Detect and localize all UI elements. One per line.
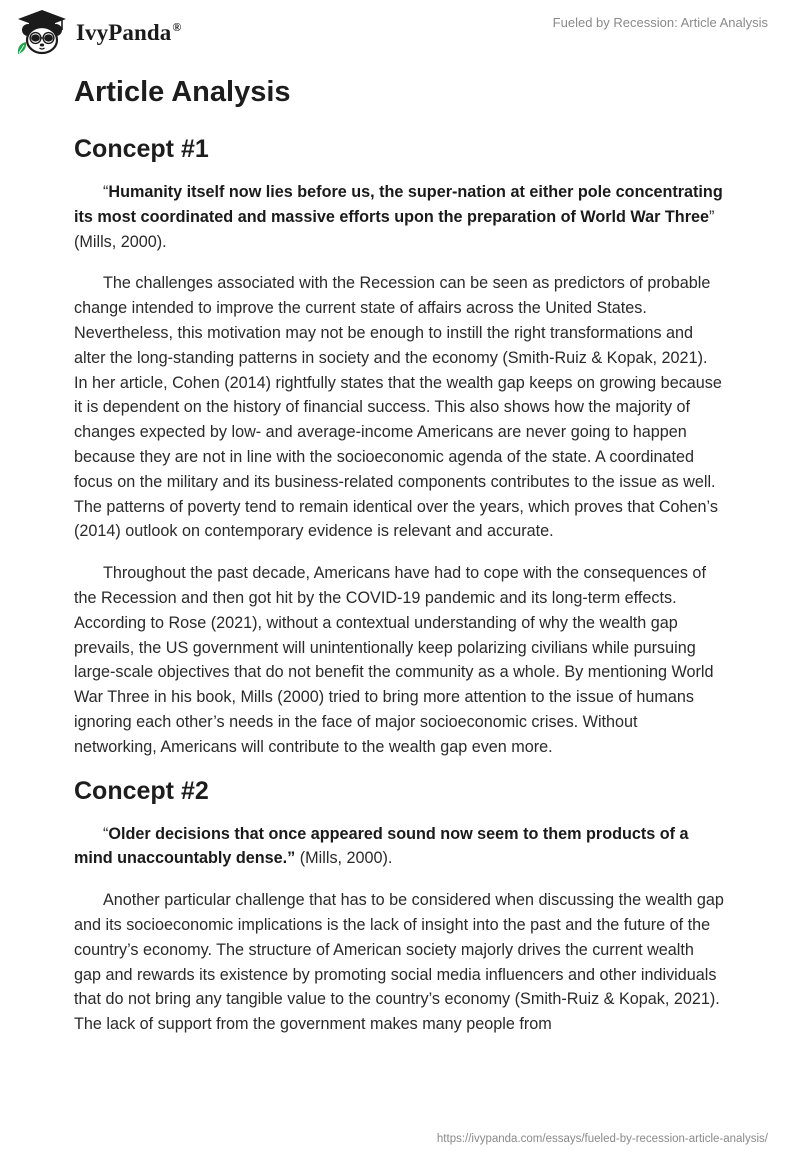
- concept-1-quote-bold: Humanity itself now lies before us, the super-nation at either pole concentrating its most coordinated and massive efforts upon the preparation of World War Three: [74, 183, 723, 226]
- concept-2-quote-bold: Older decisions that once appeared sound now seem to them products of a mind unaccountably dense.”: [74, 824, 689, 868]
- document-title: Fueled by Recession: Article Analysis: [552, 15, 768, 30]
- concept-1-quote: “Humanity itself now lies before us, the super-nation at either pole concentrating its most coordinated and massive efforts upon the preparation of World War Three” (Mills, 2000).: [74, 183, 723, 251]
- concept-1-paragraph-2: Throughout the past decade, Americans have had to cope with the consequences of the Recession and then got hit by the COVID-19 pandemic and its long-term effects. According to Rose (2021), without a contextual understanding of why the wealth gap prevails, the US government will unintentionally keep polarizing civilians while pursuing large-scale objectives that do not benefit the community as a whole. By mentioning World War Three in his book, Mills (2000) tried to bring more attention to the issue of humans ignoring each other’s needs in the face of major socioeconomic crises. Without networking, Americans will contribute to the wealth gap even more.: [74, 564, 714, 756]
- concept-1-heading: Concept #1: [74, 135, 209, 163]
- page-title: Article Analysis: [74, 76, 291, 108]
- page-header: [0, 0, 800, 64]
- source-url[interactable]: https://ivypanda.com/essays/fueled-by-recession-article-analysis/: [436, 1133, 768, 1145]
- concept-1-paragraph-1: The challenges associated with the Recession can be seen as predictors of probable change intended to improve the current state of affairs across the United States. Nevertheless, this motivation may not be enough to instill the right transformations and alter the long-standing patterns in society and the economy (Smith-Ruiz & Kopak, 2021). In her article, Cohen (2014) rightfully states that the wealth gap keeps on growing because it is dependent on the history of financial success. This also shows how the majority of changes expected by low- and average-income Americans are never going to happen because they are not in line with the socioeconomic agenda of the state. A coordinated focus on the military and its business-related components contributes to the issue as well. The patterns of poverty tend to remain identical over the years, which proves that Cohen’s (2014) outlook on contemporary evidence is relevant and accurate.: [74, 274, 722, 541]
- concept-2-quote: “Older decisions that once appeared sound now seem to them products of a mind unaccountably dense.” (Mills, 2000).: [74, 824, 689, 868]
- concept-2-heading: Concept #2: [74, 776, 209, 805]
- concept-2-paragraph-1: Another particular challenge that has to be considered when discussing the wealth gap and its socioeconomic implications is the lack of insight into the past and the future of the country’s economy. The structure of American society majorly drives the current wealth gap and rewards its existence by promoting social media influencers and other individuals that do not bring any tangible value to the country’s economy (Smith-Ruiz & Kopak, 2021). The lack of support from the government makes many people from: [74, 891, 724, 1034]
- article-content: [74, 72, 724, 1037]
- logo-wordmark: IvyPanda®: [76, 20, 182, 45]
- ivypanda-logo[interactable]: [14, 8, 181, 56]
- panda-graduate-icon: [14, 8, 70, 56]
